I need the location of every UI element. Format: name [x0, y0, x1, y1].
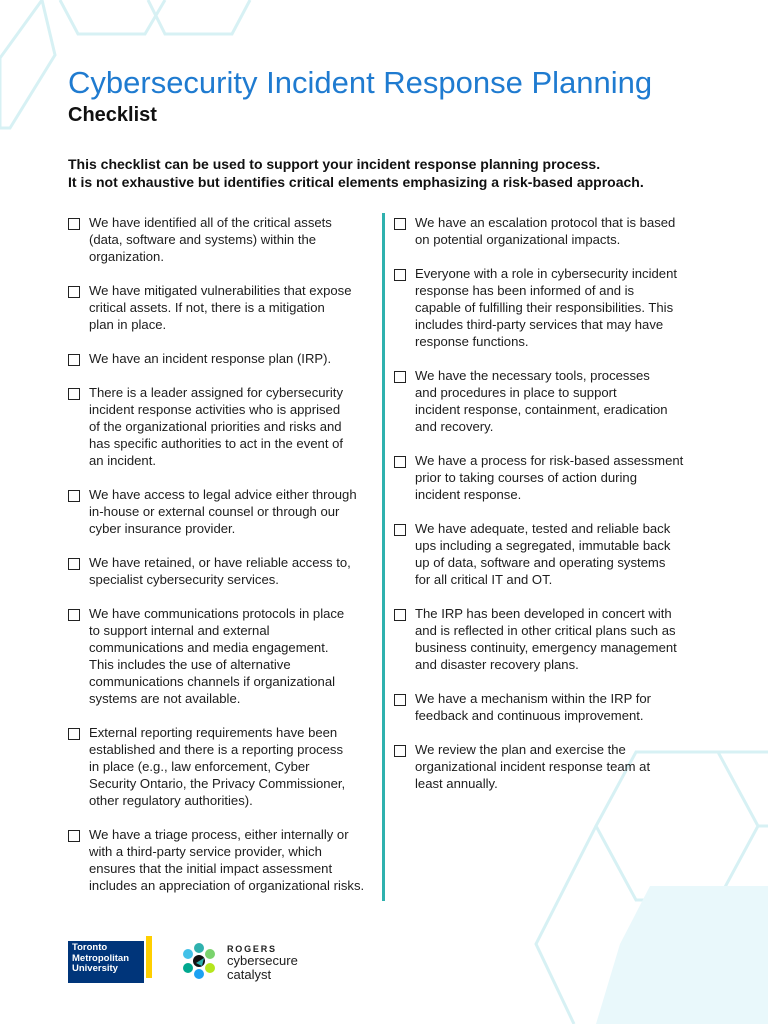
- checklist-item-text: There is a leader assigned for cybersecurity incident response activities who is apprised of the organizational priorities and risks and has specific authorities to act in the event of an incident.: [89, 385, 344, 468]
- checklist-item[interactable]: [394, 520, 700, 588]
- checkbox-icon[interactable]: [394, 609, 406, 621]
- checklist-item[interactable]: [394, 741, 700, 792]
- checkbox-icon[interactable]: [394, 456, 406, 468]
- checkbox-icon[interactable]: [68, 558, 80, 570]
- checklist-left-column: [68, 214, 378, 894]
- checklist-item-text: We have a process for risk-based assessment prior to taking courses of action during incident response.: [415, 453, 684, 502]
- checkbox-icon[interactable]: [68, 218, 80, 230]
- checklist-item[interactable]: [394, 605, 700, 673]
- checklist-item-text: We have an incident response plan (IRP).: [89, 351, 332, 366]
- cybersecure-catalyst-name: cybersecure catalyst: [227, 953, 298, 982]
- checklist-item-text: We have retained, or have reliable access to, specialist cybersecurity services.: [89, 555, 351, 587]
- checklist-item[interactable]: [394, 690, 700, 724]
- intro-text: [68, 155, 718, 191]
- checklist-item[interactable]: [394, 265, 700, 350]
- checklist-item-text: We have the necessary tools, processes and procedures in place to support incident response, containment, eradication and recovery.: [415, 368, 668, 434]
- catalyst-mark-icon: [178, 940, 220, 982]
- checklist-item[interactable]: [68, 554, 378, 588]
- checklist-item-text: We have adequate, tested and reliable back ups including a segregated, immutable back up of data, software and operating systems for all critical IT and OT.: [415, 521, 671, 587]
- checkbox-icon[interactable]: [68, 609, 80, 621]
- checklist-item[interactable]: [68, 724, 378, 809]
- checklist-item-text: We review the plan and exercise the organizational incident response team at least annually.: [415, 742, 651, 791]
- checkbox-icon[interactable]: [394, 269, 406, 281]
- checklist-item[interactable]: [394, 214, 700, 248]
- checklist-item[interactable]: [68, 350, 378, 367]
- checkbox-icon[interactable]: [394, 745, 406, 757]
- checkbox-icon[interactable]: [68, 354, 80, 366]
- checklist-item-text: We have access to legal advice either through in-house or external counsel or through our cyber insurance provider.: [89, 487, 357, 536]
- column-divider: [382, 213, 385, 901]
- checklist-item[interactable]: [394, 367, 700, 435]
- checklist-item-text: We have identified all of the critical assets (data, software and systems) within the organization.: [89, 215, 332, 264]
- checkbox-icon[interactable]: [394, 218, 406, 230]
- checklist-item-text: We have mitigated vulnerabilities that expose critical assets. If not, there is a mitigation plan in place.: [89, 283, 352, 332]
- intro-line: It is not exhaustive but identifies critical elements emphasizing a risk-based approach.: [68, 174, 644, 190]
- checklist-item[interactable]: [68, 384, 378, 469]
- rogers-cybersecure-catalyst-logo: [178, 936, 318, 986]
- checkbox-icon[interactable]: [394, 694, 406, 706]
- checklist-item-text: We have a triage process, either internally or with a third-party service provider, which ensures that the initial impact assessment includes an appreciation of organizational risks.: [89, 827, 365, 893]
- checkbox-icon[interactable]: [68, 830, 80, 842]
- checkbox-icon[interactable]: [68, 490, 80, 502]
- checklist-item-text: We have an escalation protocol that is based on potential organizational impacts.: [415, 215, 676, 247]
- checklist-item-text: Everyone with a role in cybersecurity incident response has been informed of and is capable of fulfilling their responsibilities. This includes third-party services that may have response functions.: [415, 266, 677, 349]
- page-title: Cybersecurity Incident Response Planning: [68, 65, 653, 100]
- checklist-item-text: We have communications protocols in place to support internal and external communications and media engagement. This includes the use of alternative communications channels if organizational systems are not available.: [89, 606, 345, 706]
- checklist-item[interactable]: [68, 282, 378, 333]
- checkbox-icon[interactable]: [68, 286, 80, 298]
- checkbox-icon[interactable]: [68, 728, 80, 740]
- checklist-item[interactable]: [68, 486, 378, 537]
- checklist-item-text: We have a mechanism within the IRP for feedback and continuous improvement.: [415, 691, 652, 723]
- checklist-item[interactable]: [394, 452, 700, 503]
- checklist-item-text: External reporting requirements have been established and there is a reporting process in place (e.g., law enforcement, Cyber Security Ontario, the Privacy Commissioner, other regulatory authorities).: [89, 725, 346, 808]
- checklist-item-text: The IRP has been developed in concert with and is reflected in other critical plans such as business continuity, emergency management and disaster recovery plans.: [415, 606, 677, 672]
- tmu-logo-text: Toronto Metropolitan University: [72, 942, 129, 974]
- intro-line: This checklist can be used to support your incident response planning process.: [68, 156, 601, 172]
- checkbox-icon[interactable]: [394, 524, 406, 536]
- tmu-logo: [68, 936, 148, 982]
- checklist-item[interactable]: [68, 826, 378, 894]
- page-subtitle: Checklist: [68, 104, 157, 126]
- rogers-label: ROGERS: [227, 944, 277, 954]
- checkbox-icon[interactable]: [394, 371, 406, 383]
- checklist-item[interactable]: [68, 214, 378, 265]
- checklist-item[interactable]: [68, 605, 378, 707]
- checklist-right-column: [394, 214, 700, 792]
- checkbox-icon[interactable]: [68, 388, 80, 400]
